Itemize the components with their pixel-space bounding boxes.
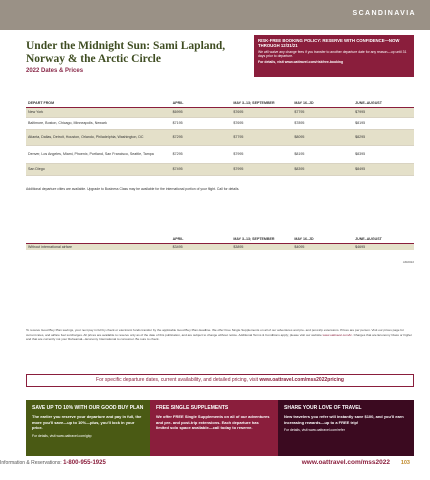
single-supplement-promo (150, 400, 278, 456)
pricing-text: For specific departure dates, current availability, and detailed pricing, visit (96, 377, 258, 383)
airfare-note: Additional departure cities are available. Upgrade to Business Class may be available for the international portion of your flight. Call for details. (26, 187, 240, 191)
table-header-row (26, 236, 414, 243)
table-cell: $4695 (353, 243, 414, 250)
table-cell: $8195 (353, 117, 414, 129)
table-cell: $7695 (231, 117, 292, 129)
table-cell: $7795 (292, 107, 353, 117)
column-header: JUNE–AUGUST (353, 100, 414, 107)
region-label: SCANDINAVIA (352, 10, 416, 17)
table-cell: $4095 (292, 243, 353, 250)
pricing-info-bar (26, 374, 414, 387)
table-cell: Atlanta, Dallas, Detroit, Houston, Orlando, Philadelphia, Washington, DC (26, 129, 171, 145)
table-cell: $7995 (353, 107, 414, 117)
table-cell: Baltimore, Boston, Chicago, Minneapolis, Newark (26, 117, 171, 129)
table-cell: $7295 (171, 129, 232, 145)
table-cell: $7895 (292, 117, 353, 129)
table-row (26, 129, 414, 145)
promo-link[interactable]: For details, visit www.oattravel.com/gbp (32, 433, 92, 438)
column-header: APRIL (171, 100, 232, 107)
page-number: 103 (400, 460, 410, 466)
terms-link[interactable]: www.oattravel.com/tc (322, 332, 352, 337)
table-row (26, 145, 414, 163)
promo-link[interactable]: For details, visit www.oattravel.com/refer (284, 428, 345, 433)
land-price-table (26, 100, 414, 176)
table-cell: $8495 (353, 163, 414, 175)
table-row (26, 243, 414, 250)
promo-heading: FREE SINGLE SUPPLEMENTS (156, 405, 229, 411)
promo-body: We offer FREE Single Supplements on all of our adventures and pre- and post-trip extensions. Each departure has limited solo space available—call today to reserve. (156, 414, 270, 431)
referral-promo (278, 400, 414, 456)
table-cell: $6995 (171, 107, 232, 117)
column-header: MAY 3–13; SEPTEMBER (231, 236, 292, 243)
table-cell: New York (26, 107, 171, 117)
table-cell: $8095 (292, 129, 353, 145)
fine-print-text: To receive Good Buy Plan savings, your next pay in full by check or electronic funds transfer by the applicable Good Buy Plan deadline. We offer Free Single Supplements on all of our adventures and pre- and post-trip extensions. Prices are per person. Visit our prices page for current rates, and airfare fuel surcharges. All prices are available to reserve only as of the date of this publication, and are subject to change without notice. Additional Terms & Conditions apply; please visit our website (26, 328, 404, 337)
table-cell: Without international airfare (26, 243, 171, 250)
fine-print-tail: Charges that are Economy Class or higher and that are currently not your Rehearsal—Economy International to consumer. Be sure to check. (26, 332, 413, 342)
policy-body: We will waive any change fees if you transfer to another departure date for any reason—up until 31 days prior to departure. (258, 50, 407, 59)
promo-heading: SHARE YOUR LOVE OF TRAVEL (284, 405, 362, 411)
column-header: MAY 16–JD (292, 100, 353, 107)
table-cell: $7295 (171, 145, 232, 163)
table-cell: Denver, Los Angeles, Miami, Phoenix, Portland, San Francisco, Seattle, Tampa (26, 145, 171, 163)
terms-fine-print: To receive Good Buy Plan savings, your next pay in full by check or electronic funds transfer by the applicable Good Buy Plan deadline. We offer Free Single Supplements on all of our adventures and pre- and post-trip extensions. Prices are per person. Visit our prices page for current rates, and airfare fuel surcharges. All prices are available to reserve only as of the date of this publication, and are subject to change without notice. Additional Terms & Conditions apply; please visit our website www.oattravel.com/tc. Charges that are Economy Class or higher and that are currently not your Rehearsal—Economy International to consumer. Be sure to check. (26, 328, 413, 342)
promo-body: The earlier you reserve your departure and pay in full, the more you'll save—up to 10%—plus, you'll lock in your price. (32, 414, 142, 431)
policy-heading: RISK-FREE BOOKING POLICY: RESERVE WITH CONFIDENCE—NOW THROUGH 12/31/21 (258, 38, 400, 48)
land-only-price-table (26, 236, 414, 250)
good-buy-plan-promo (26, 400, 150, 456)
column-header (26, 236, 171, 243)
table-cell: $8195 (292, 145, 353, 163)
column-header: MAY 16–JD (292, 236, 353, 243)
column-header: MAY 3–13; SEPTEMBER (231, 100, 292, 107)
dates-prices-label: 2022 Dates & Prices (26, 68, 84, 74)
table-cell: San Diego (26, 163, 171, 175)
table-cell: $7195 (171, 117, 232, 129)
tour-title: Under the Midnight Sun: Sami Lapland, Norway & the Arctic Circle (26, 40, 226, 65)
table-row (26, 163, 414, 175)
table-row (26, 107, 414, 117)
promo-body: New travelers you refer will instantly save $100, and you'll earn increasing rewards—up to a FREE trip! (284, 414, 404, 425)
table-cell: $3895 (231, 243, 292, 250)
column-header: DEPART FROM (26, 100, 171, 107)
promo-heading: SAVE UP TO 10% WITH OUR GOOD BUY PLAN (32, 405, 144, 411)
table-header-row (26, 100, 414, 107)
column-header: JUNE–AUGUST (353, 236, 414, 243)
table-cell: $8395 (292, 163, 353, 175)
header-band (0, 0, 430, 30)
table-cell: $8395 (353, 145, 414, 163)
reservations-label: Information & Reservations: (0, 460, 62, 466)
table-cell: $7995 (231, 145, 292, 163)
table-cell: $7495 (171, 163, 232, 175)
trip-code: AM2022 (402, 260, 414, 264)
pricing-link[interactable]: www.oattravel.com/mss2022pricing (259, 377, 344, 383)
table-cell: $7695 (231, 107, 292, 117)
risk-free-policy-box (254, 35, 414, 77)
table-cell: $8295 (353, 129, 414, 145)
column-header: APRIL (171, 236, 232, 243)
policy-details-link[interactable]: For details, visit www.oattravel.com/riskfree-booking (258, 59, 344, 64)
table-cell: $7995 (231, 163, 292, 175)
table-cell: $7795 (231, 129, 292, 145)
reservations-info (0, 460, 106, 466)
footer-url[interactable]: www.oattravel.com/mss2022 (301, 459, 390, 466)
table-row (26, 117, 414, 129)
phone-number[interactable]: 1-800-955-1925 (63, 460, 106, 466)
table-cell: $3495 (171, 243, 232, 250)
